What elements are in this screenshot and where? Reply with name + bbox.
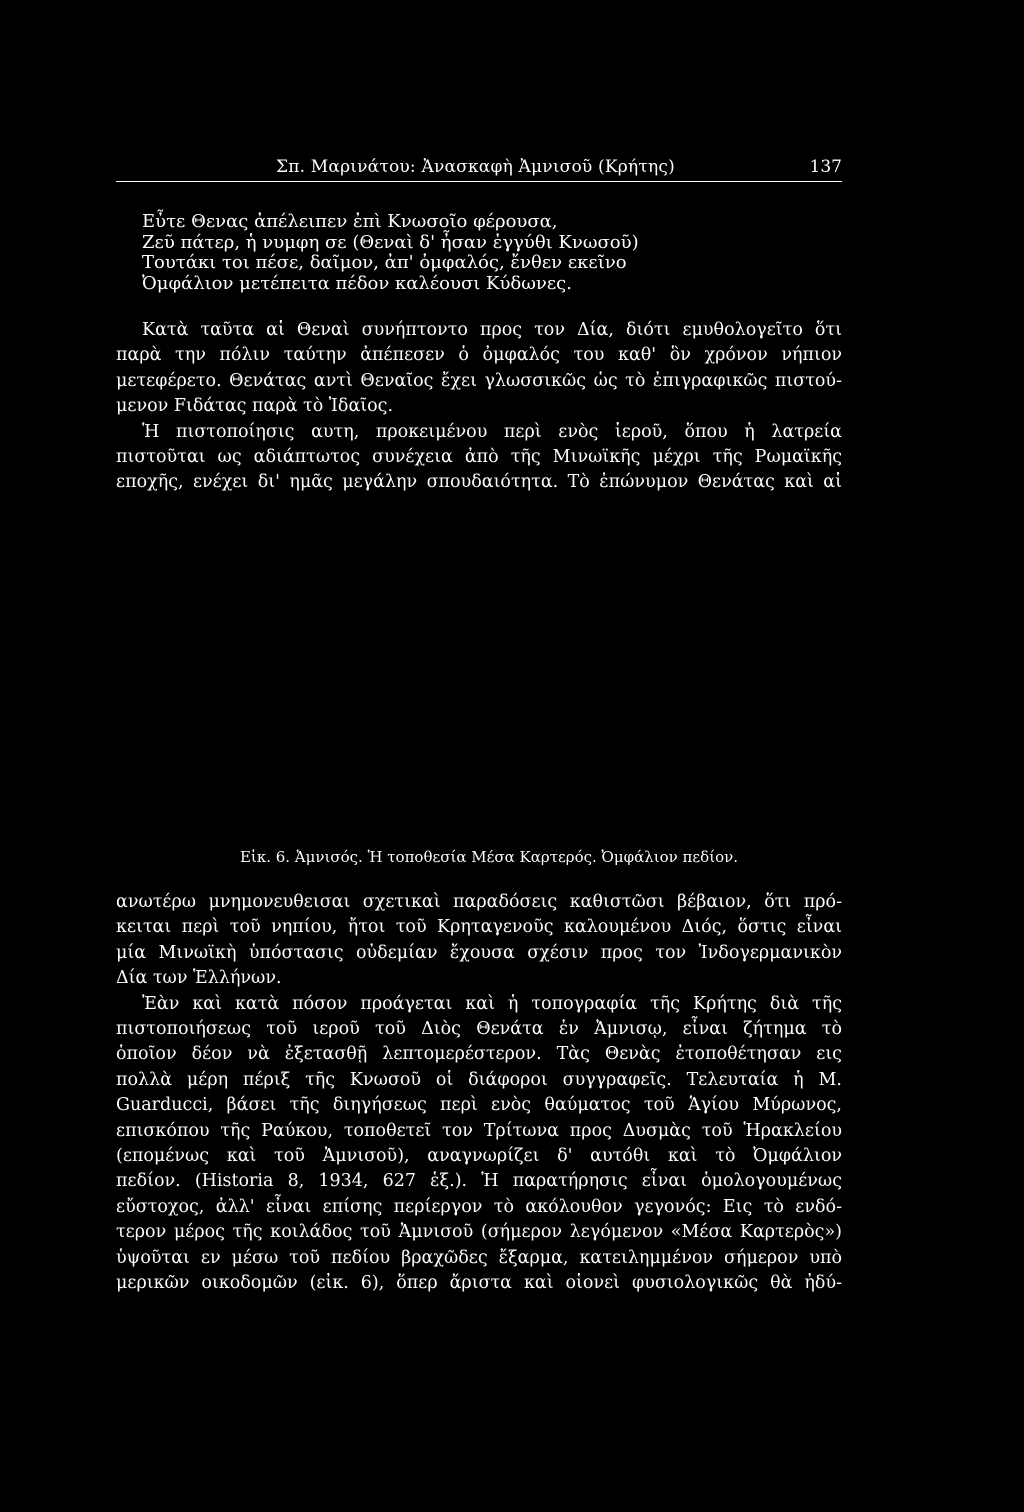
header-title: Σπ. Μαρινάτου: Ἀνασκαφὴ Ἀμνισοῦ (Κρήτης)	[276, 157, 675, 177]
text-line: πιστοποιήσεως τοῦ ιεροῦ τοῦ Διὸς Θενάτα ἐν Ἀμνισῳ, εἶναι ζήτημα τὸ	[116, 1019, 842, 1040]
running-header	[116, 155, 842, 182]
text-line: επισκόπου τῆς Ραύκου, τοποθετεῖ τον Τρίτωνα προς Δυσμὰς τοῦ Ἡρακλείου	[116, 1120, 842, 1141]
poem-line: Ζεῦ πάτερ, ἡ νυμφη σε (Θεναὶ δ' ἦσαν ἐγγύθι Κνωσοῦ)	[142, 231, 639, 253]
document-page	[116, 0, 842, 1512]
text-line: Δία των Ἑλλήνων.	[116, 968, 282, 989]
poem-quotation	[142, 212, 842, 294]
poem-line: Ὀμφάλιον μετέπειτα πέδον καλέουσι Κύδωνες.	[142, 272, 572, 294]
text-line: πολλὰ μέρη πέριξ τῆς Κνωσοῦ οἱ διάφοροι συγγραφεῖς. Τελευταία ἡ Μ.	[116, 1069, 842, 1090]
body-text-bottom	[116, 890, 842, 1297]
figure-caption: Εἰκ. 6. Ἀμνισός. Ἡ τοποθεσία Μέσα Καρτερός. Ὀμφάλιον πεδίον.	[239, 848, 739, 866]
text-line: Ἐὰν καὶ κατὰ πόσον προάγεται καὶ ἡ τοπογραφία τῆς Κρήτης διὰ τῆς	[142, 993, 842, 1014]
body-text-top	[116, 318, 842, 496]
text-line: τερον μέρος τῆς κοιλάδος τοῦ Ἀμνισοῦ (σήμερον λεγόμενον «Μέσα Καρτερὸς»)	[116, 1222, 842, 1243]
poem-line: Εὖτε Θενας ἀπέλειπεν ἐπὶ Κνωσοῖο φέρουσα,	[142, 211, 558, 232]
text-line: Κατὰ ταῦτα αἱ Θεναὶ συνήπτοντο προς τον Δία, διότι εμυθολογεῖτο ὅτι	[142, 320, 842, 340]
text-line: ανωτέρω μνημονευθεισαι σχετικαὶ παραδόσεις καθιστῶσι βέβαιον, ὅτι πρό-	[116, 892, 842, 912]
text-line: κειται περὶ τοῦ νηπίου, ἤτοι τοῦ Κρηταγενοῦς καλουμένου Διός, ὅστις εἶναι	[116, 917, 842, 938]
text-line: παρὰ την πόλιν ταύτην ἀπέπεσεν ὁ ὀμφαλός του καθ' ὃν χρόνον νήπιον	[116, 345, 842, 366]
text-line: μετεφέρετο. Θενάτας αντὶ Θεναῖος ἔχει γλωσσικῶς ὡς τὸ ἐπιγραφικῶς πιστού-	[116, 370, 842, 391]
text-line: πεδίον. (Historia 8, 1934, 627 ἑξ.). Ἡ παρατήρησις εἶναι ὁμολογουμένως	[116, 1171, 842, 1192]
text-line: πιστοῦται ως αδιάπτωτος συνέχεια ἀπὸ τῆς Μινωϊκῆς μέχρι τῆς Ρωμαϊκῆς	[116, 447, 842, 468]
poem-line: Τουτάκι τοι πέσε, δαῖμον, ἀπ' ὀμφαλός, ἔνθεν εκεῖνο	[142, 252, 627, 273]
figure-photo	[116, 510, 842, 840]
text-line: ὑψοῦται εν μέσω τοῦ πεδίου βραχῶδες ἔξαρμα, κατειλημμένον σήμερον υπὸ	[116, 1247, 842, 1268]
text-line: εποχῆς, ενέχει δι' ημᾶς μεγάλην σπουδαιότητα. Τὸ ἐπώνυμον Θενάτας καὶ αἱ	[116, 472, 842, 493]
text-line: εὔστοχος, ἀλλ' εἶναι επίσης περίεργον τὸ ακόλουθον γεγονός: Εις τὸ ενδό-	[116, 1196, 842, 1217]
text-line: Ἡ πιστοποίησις αυτη, προκειμένου περὶ ενὸς ἱεροῦ, ὅπου ἡ λατρεία	[142, 421, 842, 442]
text-line: μία Μινωϊκὴ ὑπόστασις οὐδεμίαν ἔχουσα σχέσιν προς τον Ἰνδογερμανικὸν	[116, 942, 842, 963]
text-line: ὁποῖον δέον νὰ ἐξετασθῇ λεπτομερέστερον. Τὰς Θενὰς ἐτοποθέτησαν εις	[116, 1044, 842, 1065]
text-line: Guarducci, βάσει τῆς διηγήσεως περὶ ενὸς θαύματος τοῦ Ἁγίου Μύρωνος,	[116, 1095, 842, 1116]
text-line: μερικῶν οικοδομῶν (εἰκ. 6), ὅπερ ἄριστα καὶ οἱονεὶ φυσιολογικῶς θὰ ἠδύ-	[116, 1273, 842, 1294]
text-line: μενον Fιδάτας παρὰ τὸ Ἰδαῖος.	[116, 396, 394, 417]
page-number: 137	[809, 157, 842, 177]
text-line: (επομένως καὶ τοῦ Ἀμνισοῦ), αναγνωρίζει δ' αυτόθι καὶ τὸ Ὀμφάλιον	[116, 1146, 842, 1167]
